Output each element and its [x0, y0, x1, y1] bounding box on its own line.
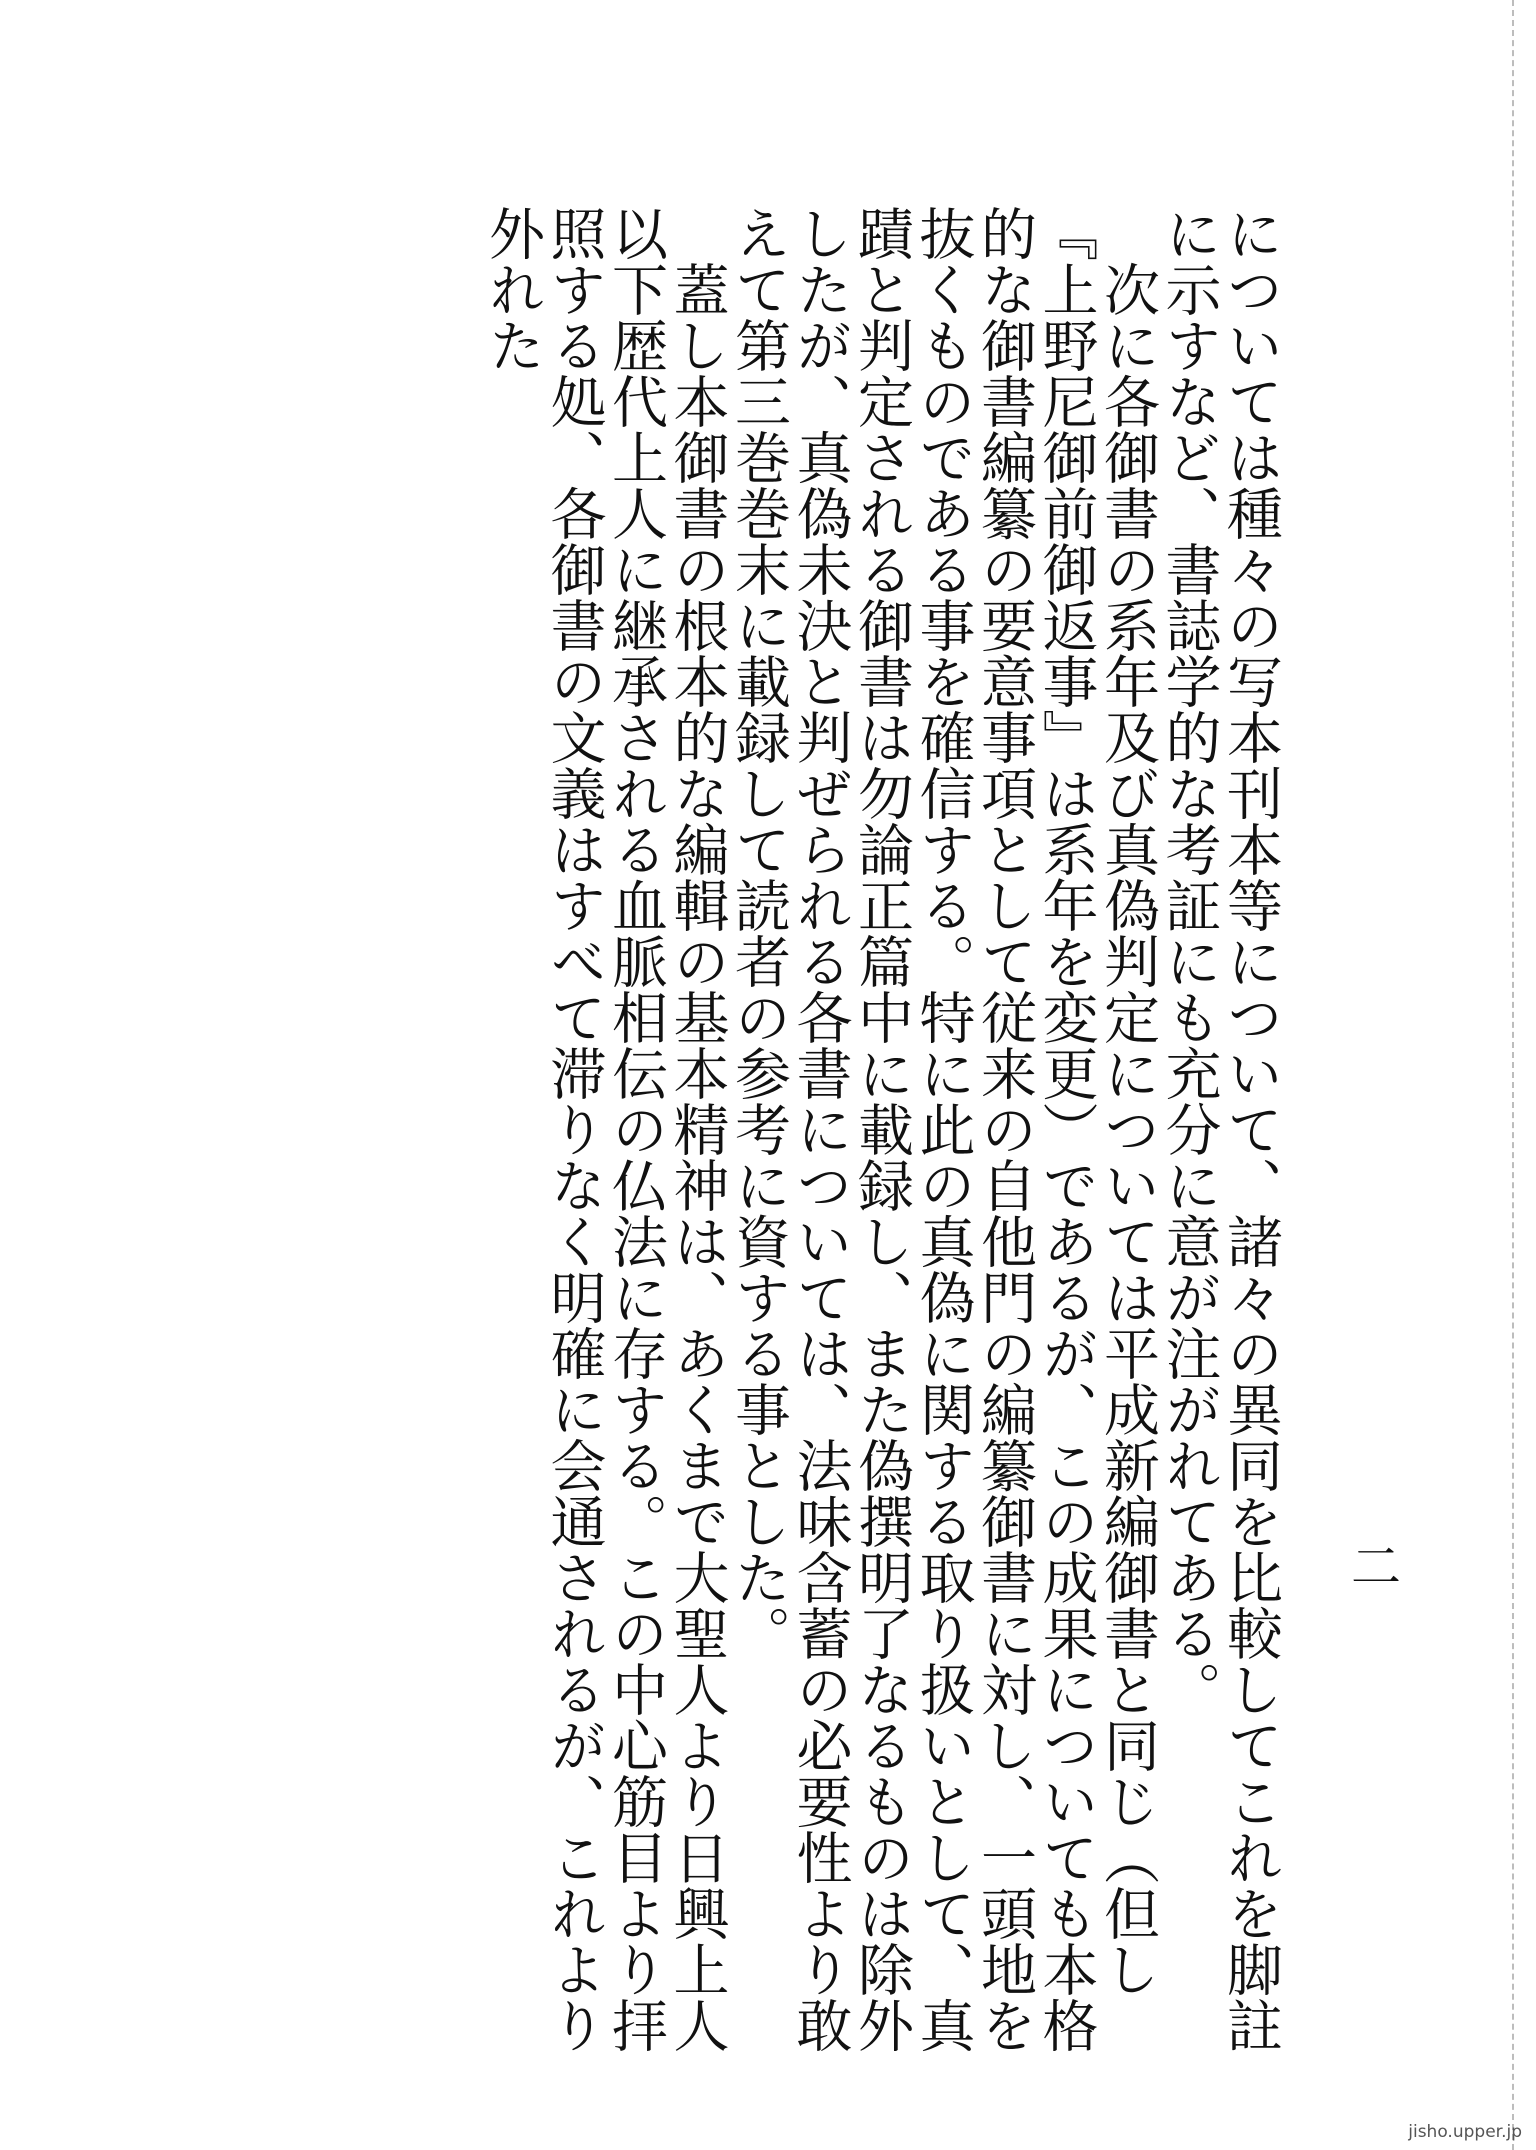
page-number: 二: [1343, 1540, 1401, 1590]
paragraph-2: 次に各御書の系年及び真偽判定については平成新編御書と同じ（但し『上野尼御前御返事』は系年を変更）であるが、この成果についても本格的な御書編纂の要意事項として従来の自他門の編纂御書に対し、一頭地を抜くものである事を確信する。特に此の真偽に関する取り扱いとして、真蹟と判定される御書は勿論正篇中に載録し、また偽撰明了なるものは除外したが、真偽未決と判ぜられる各書については、法味含蓄の必要性より敢えて第三巻巻末に載録して読者の参考に資する事とした。: [726, 205, 1160, 2053]
paragraph-1: については種々の写本刊本等について、諸々の異同を比較してこれを脚註に示すなど、書誌学的な考証にも充分に意が注がれてある。: [1156, 205, 1283, 2053]
paragraph-3: 蓋し本御書の根本的な編輯の基本精神は、あくまで大聖人より日興上人以下歴代上人に継承される血脈相伝の仏法に存する。この中心筋目より拝照する処、各御書の文義はすべて滞りなく明確に会通されるが、これより外れた: [480, 205, 730, 2053]
watermark: jisho.upper.jp: [1408, 2122, 1522, 2142]
vertical-text-body: [482, 205, 1282, 2085]
page-edge-rule: [1512, 0, 1514, 2150]
